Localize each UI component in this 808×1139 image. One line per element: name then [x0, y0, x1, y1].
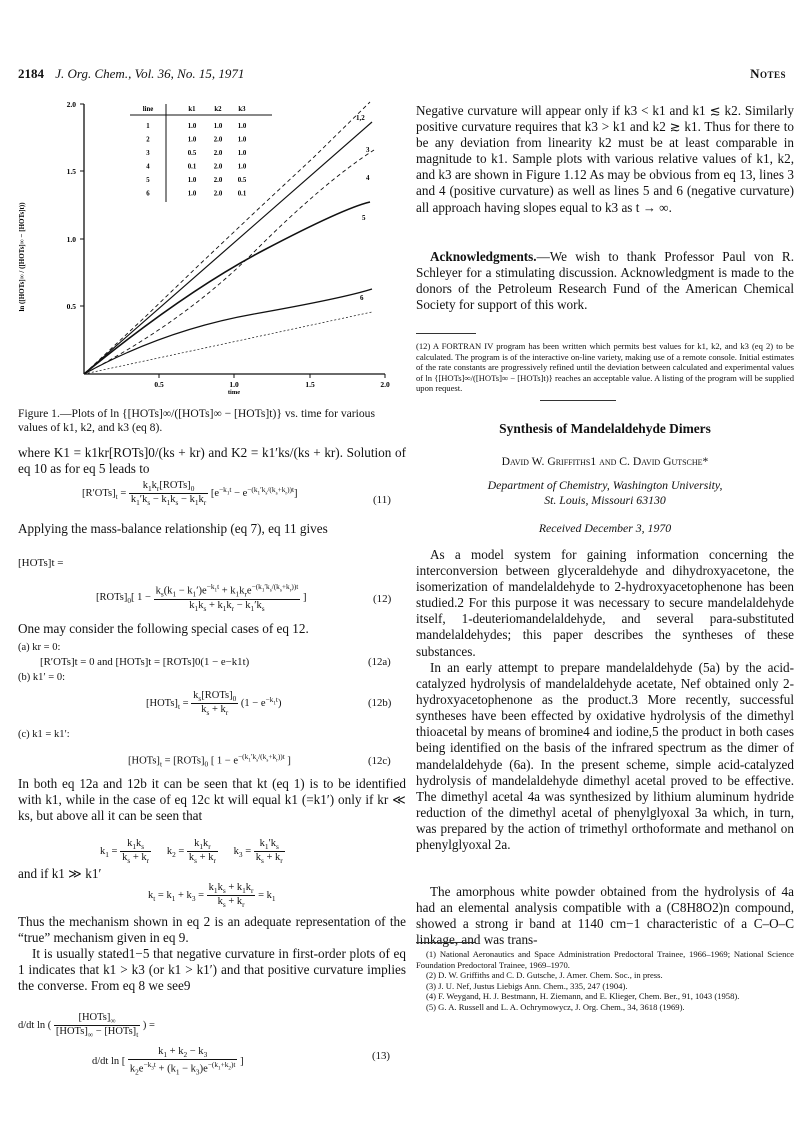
table-header: line [142, 106, 154, 113]
table-cell: 1.0 [187, 123, 197, 130]
inset-table [130, 104, 272, 202]
eq12-label: [HOTs]t = [18, 557, 64, 569]
equation-12: $[ROTs]_0$[ 1 − $\frac{k_s(k_1 - k_1')e^{-k_1t} + k_1k_re^{-(k_1'k_s/(k_s+k_r))t}}{k_1k_s + k_1k_r - k_1'k_s}$ ] [96, 582, 307, 613]
figure-plot [14, 92, 406, 396]
curve-line-6 [84, 289, 372, 374]
curve-label: 1,2 [356, 114, 365, 122]
paragraph-special-cases: One may consider the following special cases of eq 12. [18, 621, 309, 636]
paragraph-negative-curvature: Negative curvature will appear only if k3 < k1 and k1 ≲ k2. Similarly positive curvature requires that k3 > k1 and k2 ≳ k1. Thus for there to be any deviation from linearity k2 must be at least comparable in magnitude to k1. Sample plots with various relative values of k1, k2, and k3 are shown in Figure 1.12 As may be obvious from eq 13, lines 3 and 4 (positive curvature) as well as lines 5 and 6 (negative curvature) all approach having slopes equal to k3 as t → ∞. [416, 103, 794, 215]
curve-line-3 [84, 102, 370, 374]
curve-label: 4 [366, 174, 370, 182]
table-cell: 2 [146, 136, 150, 144]
table-cell: 2.0 [213, 177, 223, 184]
table-cell: 0.5 [237, 177, 247, 184]
case-b-label: (b) k1′ = 0: [18, 672, 66, 683]
affiliation-line-1: Department of Chemistry, Washington University, [487, 478, 723, 492]
table-cell: 2.0 [213, 190, 223, 198]
eq12a-number: (12a) [368, 656, 391, 668]
case-c-label: (c) k1 = k1′: [18, 729, 70, 740]
received-date: Received December 3, 1970 [538, 521, 672, 535]
paragraph-mechanism: Thus the mechanism shown in eq 2 is an adequate representation of the “true” mechanism given in eq 9. [18, 914, 406, 946]
x-tick-label: 2.0 [380, 380, 390, 389]
equation-12b: $[HOTs]_t$ = $\frac{k_s[ROTs]_0}{k_s + k_r}$ $(1 - e^{-k_1t})$ [146, 690, 282, 718]
footnote-rule [416, 333, 476, 334]
article-authors: David W. Griffiths1 and C. David Gutsche* [501, 455, 709, 468]
section-rule [540, 400, 616, 401]
footnote-2: (2) D. W. Griffiths and C. D. Gutsche, J. Amer. Chem. Soc., in press. [426, 970, 663, 981]
equation-13: d/dt ln ( $\frac{[HOTs]_\infty}{[HOTs]_\infty - [HOTs]_t}$ ) = [18, 1012, 155, 1040]
paragraph-amorphous-powder: The amorphous white powder obtained from the hydrolysis of 4a had an elemental analysis compatible with a (C8H8O2)n compound, showed a strong ir band at 1140 cm−1 characteristic of a C–O–C linkage, and was trans- [416, 884, 794, 948]
footnotes-list [416, 949, 794, 1013]
paragraph-if-k1: and if k1 ≫ k1′ [18, 866, 102, 881]
table-header: k2 [214, 106, 222, 113]
page-header [18, 66, 244, 82]
footnote-3: (3) J. U. Nef, Justus Liebigs Ann. Chem., 335, 247 (1904). [426, 980, 628, 991]
curve-label: 3 [366, 146, 370, 154]
x-tick-label: 0.5 [154, 380, 164, 389]
equation-k-definitions: $k_1$ = $\frac{k_1k_s}{k_s + k_r}$ $k_2$ = $\frac{k_1k_r}{k_s + k_r}$ $k_3$ = $\frac{k_1'k_s}{k_s + k_r}$ [100, 838, 283, 866]
table-cell: 2.0 [213, 163, 223, 171]
table-cell: 1.0 [237, 163, 247, 171]
eq11-number: 11 [376, 494, 388, 506]
table-cell: 1.0 [187, 136, 197, 144]
equation-kt: $k_t = k_1 + k_3$ = $\frac{k_1k_s + k_1k_r}{k_s + k_r}$ = $k_1$ [148, 882, 276, 910]
equation-12c: $[HOTs]_t$ = $[ROTs]_0$ [ $1 - e^{-(k_1'k_s/(k_s+k_r))t}$ ] [128, 752, 291, 769]
footnote-4: (4) F. Weygand, H. J. Bestmann, H. Ziemann, and E. Klieger, Chem. Ber., 91, 1043 (1958). [426, 991, 740, 1002]
table-cell: 6 [146, 190, 150, 198]
table-cell: 1.0 [237, 123, 247, 130]
table-cell: 1.0 [187, 190, 197, 198]
footnote-12: (12) A FORTRAN IV program has been written which permits best values for k1, k2, and k3 (eq 2) to be calculated. The program is of the interactive on-line variety, making use of a remote console. Initial estimates of the rate constants are progressively refined until the deviation between calculated and experimental values of ln {[HOTs]∞/([HOTs]∞ − [HOTs]t)} reaches an acceptable value. A listing of the program will be supplied upon request. [416, 341, 794, 394]
section-name: Notes [750, 66, 786, 81]
curve-line-5 [84, 202, 370, 374]
x-tick-label: 1.0 [229, 380, 239, 389]
table-header: k3 [238, 106, 246, 113]
footnote-1: (1) National Aeronautics and Space Administration Predoctoral Trainee, 1966–1969; National Science Foundation Predoctoral Trainee, 1969–1970. [416, 949, 794, 970]
table-cell: 1.0 [187, 177, 197, 184]
table-cell: 1.0 [237, 150, 247, 157]
table-cell: 2.0 [213, 150, 223, 157]
paragraph-both-eq12: In both eq 12a and 12b it can be seen that kt (eq 1) is to be identified with k1, while in the case of eq 12c kt will equal k1 (=k1′) only if kr ≪ ks, but above all it can be seen that [18, 776, 406, 824]
paragraph-usually-stated: It is usually stated1−5 that negative curvature in first-order plots of eq 1 indicates that k1 > k3 (or k1 > k1′) and that positive curvature implies the converse. From eq 8 we see9 [18, 946, 406, 994]
y-tick-label: 1.5 [66, 167, 76, 176]
case-a-label: (a) kr = 0: [18, 642, 61, 653]
eq12-number: 12 [376, 593, 388, 605]
eq13-number: (13) [372, 1050, 390, 1062]
y-tick-label: 2.0 [66, 100, 76, 109]
ack-title: Acknowledgments. [430, 249, 537, 264]
curve-line-1-2 [84, 122, 372, 374]
paragraph-mass-balance: Applying the mass-balance relationship (eq 7), eq 11 gives [18, 521, 328, 536]
eq12c-number: (12c) [368, 755, 391, 767]
table-cell: 2.0 [213, 136, 223, 144]
y-tick-label: 1.0 [66, 235, 76, 244]
table-cell: 5 [146, 177, 150, 184]
table-cell: 1 [146, 123, 150, 130]
equation-12a: [R′OTs]t = 0 and [HOTs]t = [ROTs]0(1 − e−k1t) [40, 656, 250, 668]
curve-asymptote [84, 312, 372, 374]
page-number: 2184 [18, 66, 44, 81]
paragraph-model-system: As a model system for gaining information concerning the interconversion between glyceraldehyde and dihydroxyacetone, the isomerization of mandelaldehyde to 2-hydroxyacetophenone has been studied.2 For this purpose it was necessary to secure mandelaldehyde itself, 1-deuteriomandelaldehyde, and several para-substituted mandelaldehydes; this paper describes the syntheses of these substances. [416, 547, 794, 659]
table-cell: 4 [146, 163, 150, 171]
affiliation-line-2: St. Louis, Missouri 63130 [544, 493, 666, 507]
article-title: Synthesis of Mandelaldehyde Dimers [499, 421, 711, 436]
eq12b-number: (12b) [368, 697, 392, 709]
journal-citation: J. Org. Chem., Vol. 36, No. 15, 1971 [55, 66, 245, 81]
table-cell: 0.1 [237, 190, 247, 198]
x-axis-label: time [227, 389, 241, 396]
acknowledgments [416, 249, 794, 313]
ack-body: —We wish to thank Professor Paul von R. Schleyer for a stimulating discussion. Acknowledgment is made to the donors of the Petroleum Research Fund of the American Chemical Society for support of this work. [416, 249, 794, 313]
figure-caption: Figure 1.—Plots of ln {[HOTs]∞/([HOTs]∞ − [HOTs]t)} vs. time for various values of k1, k2, and k3 (eq 8). [18, 407, 375, 434]
footnote-5: (5) G. A. Russell and L. A. Ochrymowycz, J. Org. Chem., 34, 3618 (1969). [426, 1001, 685, 1012]
table-header: k1 [188, 106, 196, 113]
y-tick-label: 0.5 [66, 302, 76, 311]
table-cell: 0.1 [187, 163, 197, 171]
paragraph-early-attempt: In an early attempt to prepare mandelaldehyde (5a) by the acid-catalyzed hydrolysis of mandelaldehyde acetate, Nef obtained only 2-hydroxyacetophenone as the product.3 More recently, successful syntheses have been effected by oxidative hydrolysis of the dimethyl thioacetal by means of bromine4 and iodine,5 the product in both cases being identified on the basis of the infrared spectrum as the dimer of mandelaldehyde (6a). In the present scheme, simple acid-catalyzed hydrolysis of mandelaldehyde dimethyl acetal proved to be effective. The dimethyl acetal 4a was synthesized by lithium aluminum hydride reduction of the dimethyl acetal of phenylglyoxal 3a which, in turn, was prepared by the action of trimethyl orthoformate and methanol on phenylglyoxal 2a. [416, 660, 794, 853]
equation-13-rhs: d/dt ln [ $\frac{k_1 + k_2 - k_3}{k_2e^{-k_3t} + (k_1 - k_3)e^{-(k_1+k_2)t}}$ ] [92, 1046, 244, 1077]
curve-label: 5 [362, 214, 366, 222]
figure-1 [14, 92, 406, 396]
x-tick-label: 1.5 [305, 380, 315, 389]
equation-11: $[R'OTs]_t$ = $\frac{k_1k_r[ROTs]_0}{k_1'k_s - k_1k_s - k_1k_r}$ $[e^{-k_1t} - e^{-(k_1'k_s/(k_s+k_r))t}]$ [82, 480, 298, 508]
table-cell: 1.0 [213, 123, 223, 130]
y-axis-label: ln ([HOTs]∞ / ([HOTs]∞ − [HOTs]t)) [18, 202, 26, 312]
table-cell: 0.5 [187, 150, 197, 157]
table-cell: 3 [146, 150, 150, 157]
table-cell: 1.0 [237, 136, 247, 144]
paragraph-where-k1: where K1 = k1kr[ROTs]0/(ks + kr) and K2 = k1′ks/(ks + kr). Solution of eq 10 as for eq 5 leads to [18, 445, 406, 477]
curve-label: 6 [360, 294, 364, 302]
footnotes-rule [416, 942, 476, 943]
